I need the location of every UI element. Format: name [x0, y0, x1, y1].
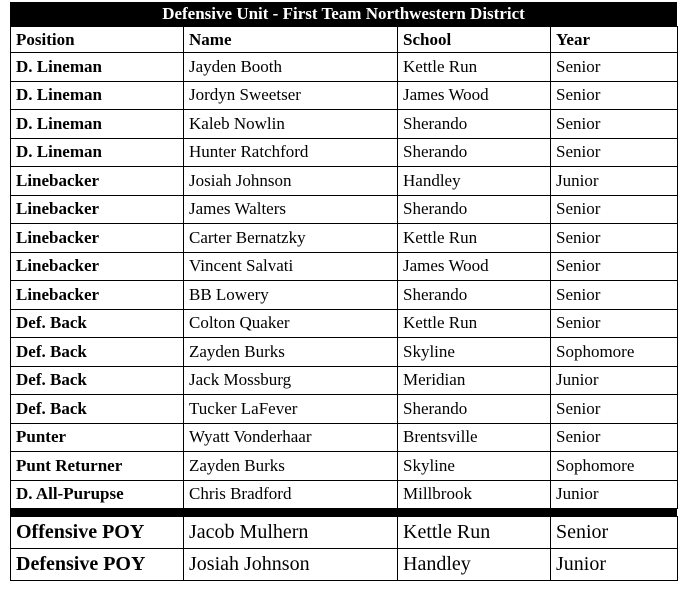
name-cell: Carter Bernatzky — [184, 224, 398, 253]
name-cell: Jordyn Sweetser — [184, 81, 398, 110]
year-cell: Senior — [551, 281, 678, 310]
award-row — [11, 549, 678, 581]
position-cell: Linebacker — [11, 167, 184, 196]
year-cell: Senior — [551, 517, 678, 549]
school-cell: Handley — [398, 167, 551, 196]
year-cell: Senior — [551, 309, 678, 338]
school-cell: Sherando — [398, 138, 551, 167]
table-row — [11, 423, 678, 452]
name-cell: Jack Mossburg — [184, 366, 398, 395]
school-cell: Sherando — [398, 281, 551, 310]
school-cell: Handley — [398, 549, 551, 581]
position-cell: Linebacker — [11, 281, 184, 310]
award-row — [11, 517, 678, 549]
school-cell: Sherando — [398, 395, 551, 424]
column-header-year: Year — [551, 27, 678, 53]
position-cell: Def. Back — [11, 366, 184, 395]
position-cell: Def. Back — [11, 338, 184, 367]
name-cell: BB Lowery — [184, 281, 398, 310]
position-cell: Linebacker — [11, 195, 184, 224]
school-cell: Skyline — [398, 452, 551, 481]
year-cell: Senior — [551, 395, 678, 424]
position-cell: Def. Back — [11, 395, 184, 424]
year-cell: Senior — [551, 423, 678, 452]
table-row — [11, 281, 678, 310]
year-cell: Senior — [551, 224, 678, 253]
table-row — [11, 110, 678, 139]
header-row — [11, 27, 678, 53]
table-row — [11, 452, 678, 481]
table-row — [11, 309, 678, 338]
table-row — [11, 138, 678, 167]
school-cell: Kettle Run — [398, 517, 551, 549]
position-cell: Punter — [11, 423, 184, 452]
school-cell: James Wood — [398, 81, 551, 110]
name-cell: Kaleb Nowlin — [184, 110, 398, 139]
name-cell: Josiah Johnson — [184, 167, 398, 196]
position-cell: D. Lineman — [11, 53, 184, 82]
position-cell: D. All-Purupse — [11, 480, 184, 509]
table-row — [11, 81, 678, 110]
school-cell: Millbrook — [398, 480, 551, 509]
position-cell: Linebacker — [11, 224, 184, 253]
school-cell: Meridian — [398, 366, 551, 395]
table-title: Defensive Unit - First Team Northwestern District — [10, 2, 677, 26]
position-cell: Punt Returner — [11, 452, 184, 481]
team-table — [10, 26, 678, 509]
name-cell: Wyatt Vonderhaar — [184, 423, 398, 452]
section-divider — [10, 509, 677, 516]
position-cell: Defensive POY — [11, 549, 184, 581]
position-cell: Def. Back — [11, 309, 184, 338]
table-row — [11, 395, 678, 424]
table-row — [11, 480, 678, 509]
name-cell: Zayden Burks — [184, 452, 398, 481]
school-cell: Sherando — [398, 110, 551, 139]
name-cell: Vincent Salvati — [184, 252, 398, 281]
table-row — [11, 366, 678, 395]
school-cell: Kettle Run — [398, 309, 551, 338]
name-cell: Tucker LaFever — [184, 395, 398, 424]
year-cell: Junior — [551, 549, 678, 581]
district-team-sheet — [10, 2, 677, 581]
position-cell: Offensive POY — [11, 517, 184, 549]
year-cell: Sophomore — [551, 338, 678, 367]
name-cell: Hunter Ratchford — [184, 138, 398, 167]
year-cell: Junior — [551, 167, 678, 196]
table-row — [11, 224, 678, 253]
name-cell: Zayden Burks — [184, 338, 398, 367]
position-cell: D. Lineman — [11, 110, 184, 139]
name-cell: Jacob Mulhern — [184, 517, 398, 549]
name-cell: James Walters — [184, 195, 398, 224]
table-row — [11, 252, 678, 281]
position-cell: D. Lineman — [11, 138, 184, 167]
name-cell: Josiah Johnson — [184, 549, 398, 581]
table-row — [11, 195, 678, 224]
year-cell: Senior — [551, 138, 678, 167]
table-row — [11, 338, 678, 367]
table-row — [11, 53, 678, 82]
school-cell: James Wood — [398, 252, 551, 281]
position-cell: Linebacker — [11, 252, 184, 281]
school-cell: Skyline — [398, 338, 551, 367]
column-header-position: Position — [11, 27, 184, 53]
year-cell: Senior — [551, 81, 678, 110]
year-cell: Senior — [551, 195, 678, 224]
name-cell: Jayden Booth — [184, 53, 398, 82]
school-cell: Kettle Run — [398, 224, 551, 253]
year-cell: Senior — [551, 110, 678, 139]
column-header-name: Name — [184, 27, 398, 53]
name-cell: Chris Bradford — [184, 480, 398, 509]
year-cell: Sophomore — [551, 452, 678, 481]
position-cell: D. Lineman — [11, 81, 184, 110]
year-cell: Senior — [551, 53, 678, 82]
year-cell: Senior — [551, 252, 678, 281]
table-row — [11, 167, 678, 196]
year-cell: Junior — [551, 366, 678, 395]
column-header-school: School — [398, 27, 551, 53]
awards-table — [10, 516, 678, 581]
school-cell: Sherando — [398, 195, 551, 224]
year-cell: Junior — [551, 480, 678, 509]
school-cell: Brentsville — [398, 423, 551, 452]
name-cell: Colton Quaker — [184, 309, 398, 338]
school-cell: Kettle Run — [398, 53, 551, 82]
